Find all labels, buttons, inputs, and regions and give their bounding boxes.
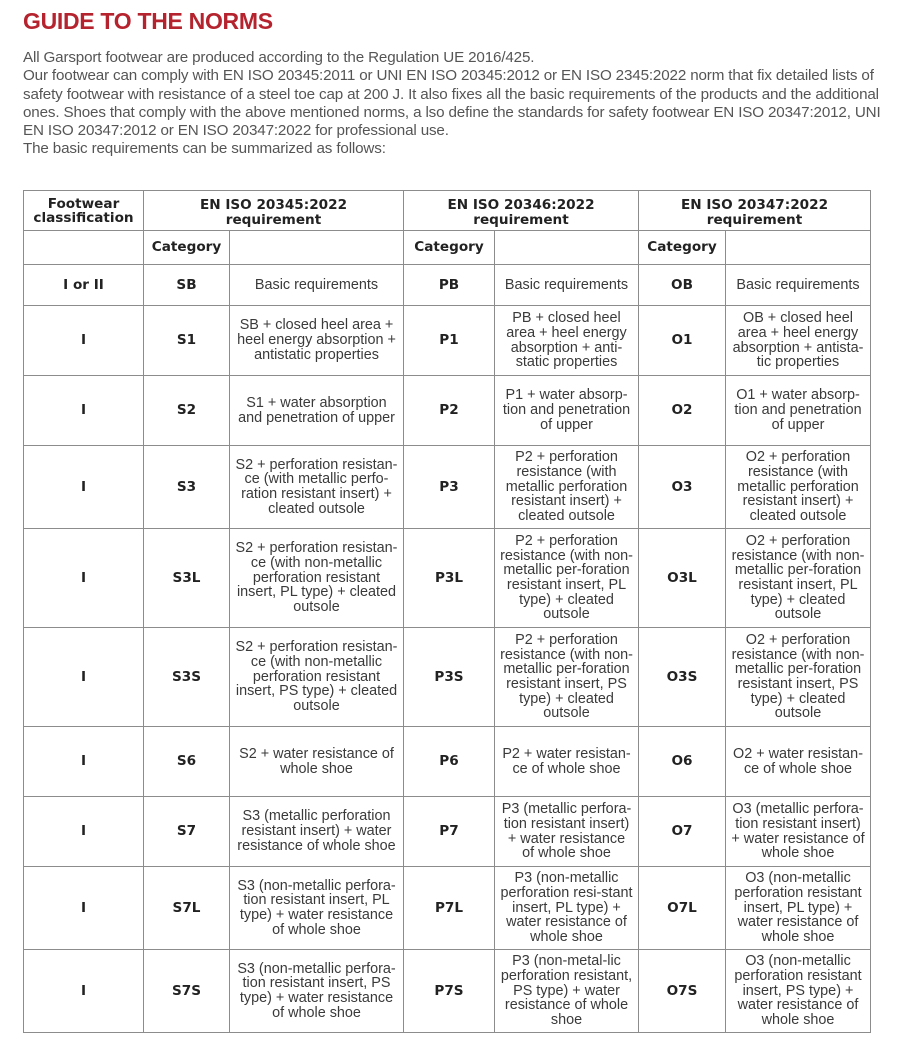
category-p-cell: P3L (404, 529, 495, 628)
requirement-p-cell: P2 + water resistan-ce of whole shoe (495, 727, 639, 797)
category-o-cell: OB (639, 265, 726, 306)
category-o-cell: O7L (639, 867, 726, 950)
category-o-cell: O7S (639, 950, 726, 1033)
page-title: GUIDE TO THE NORMS (23, 8, 273, 34)
category-s-cell: S7S (144, 950, 230, 1033)
classification-cell: I (24, 950, 144, 1033)
table-row (24, 529, 871, 628)
subheader-empty (495, 231, 639, 265)
intro-paragraph: Our footwear can comply with EN ISO 20345:2011 or UNI EN ISO 20345:2012 or EN ISO 2345:2022 norm that fix detailed lists of safety footwear with resistance of a steel toe cap at 200 J. It also fixes all the basic requirements of the products and the additional ones. Shoes that comply with the above mentioned norms, a lso define the standards for safety footwear EN ISO 20347:2012, UNI EN ISO 20347:2012 or EN ISO 20347:2022 for professional use. (23, 67, 881, 140)
classification-cell: I (24, 628, 144, 727)
requirement-p-cell: P1 + water absorp-tion and penetration of upper (495, 376, 639, 446)
requirement-p-cell: P2 + perforation resistance (with non-metallic per-foration resistant insert, PL type) + cleated outsole (495, 529, 639, 628)
category-p-cell: P1 (404, 306, 495, 376)
category-s-cell: S3L (144, 529, 230, 628)
table-row (24, 628, 871, 727)
category-o-cell: O1 (639, 306, 726, 376)
category-p-cell: P7L (404, 867, 495, 950)
requirement-s-cell: Basic requirements (230, 265, 404, 306)
requirement-s-cell: S2 + water resistance of whole shoe (230, 727, 404, 797)
requirement-o-cell: Basic requirements (726, 265, 871, 306)
category-o-cell: O3L (639, 529, 726, 628)
requirement-s-cell: S3 (non-metallic perfora-tion resistant insert, PS type) + water resistance of whole shoe (230, 950, 404, 1033)
requirement-s-cell: S2 + perforation resistan-ce (with non-metallic perforation resistant insert, PS type) + cleated outsole (230, 628, 404, 727)
category-o-cell: O7 (639, 797, 726, 867)
subheader-empty (24, 231, 144, 265)
classification-cell: I (24, 797, 144, 867)
classification-cell: I (24, 867, 144, 950)
category-s-cell: S3S (144, 628, 230, 727)
intro-text (23, 49, 883, 159)
requirement-s-cell: S3 (metallic perforation resistant insert) + water resistance of whole shoe (230, 797, 404, 867)
requirement-s-cell: SB + closed heel area + heel energy absorption + antistatic properties (230, 306, 404, 376)
requirement-o-cell: O2 + perforation resistance (with non-metallic per-foration resistant insert, PS type) + cleated outsole (726, 628, 871, 727)
header-footwear-classification: Footwear classification (24, 191, 144, 231)
intro-paragraph: All Garsport footwear are produced according to the Regulation UE 2016/425. (23, 49, 535, 66)
norms-table (23, 190, 871, 1033)
requirement-p-cell: P3 (non-metal-lic perforation resistant, PS type) + water resistance of whole shoe (495, 950, 639, 1033)
requirement-o-cell: O2 + water resistan-ce of whole shoe (726, 727, 871, 797)
category-o-cell: O6 (639, 727, 726, 797)
requirement-p-cell: Basic requirements (495, 265, 639, 306)
table-row (24, 797, 871, 867)
header-en-iso-20345: EN ISO 20345:2022 requirement (144, 191, 404, 231)
category-o-cell: O3 (639, 446, 726, 529)
category-o-cell: O2 (639, 376, 726, 446)
requirement-o-cell: O3 (non-metallic perforation resistant insert, PL type) + water resistance of whole shoe (726, 867, 871, 950)
subheader-category-s: Category (144, 231, 230, 265)
classification-cell: I (24, 446, 144, 529)
subheader-category-o: Category (639, 231, 726, 265)
classification-cell: I or II (24, 265, 144, 306)
category-o-cell: O3S (639, 628, 726, 727)
category-s-cell: S3 (144, 446, 230, 529)
requirement-s-cell: S2 + perforation resistan-ce (with metallic perfo-ration resistant insert) + cleated outsole (230, 446, 404, 529)
requirement-o-cell: OB + closed heel area + heel energy absorption + antista-tic properties (726, 306, 871, 376)
classification-cell: I (24, 727, 144, 797)
requirement-p-cell: PB + closed heel area + heel energy absorption + anti-static properties (495, 306, 639, 376)
table-row (24, 376, 871, 446)
table-row (24, 265, 871, 306)
category-p-cell: P6 (404, 727, 495, 797)
category-s-cell: SB (144, 265, 230, 306)
category-p-cell: PB (404, 265, 495, 306)
requirement-o-cell: O3 (non-metallic perforation resistant insert, PS type) + water resistance of whole shoe (726, 950, 871, 1033)
requirement-o-cell: O3 (metallic perfora-tion resistant insert) + water resistance of whole shoe (726, 797, 871, 867)
requirement-p-cell: P2 + perforation resistance (with non-metallic per-foration resistant insert, PS type) + cleated outsole (495, 628, 639, 727)
subheader-empty (230, 231, 404, 265)
category-p-cell: P7 (404, 797, 495, 867)
table-row (24, 867, 871, 950)
table-row (24, 446, 871, 529)
header-row (24, 191, 871, 231)
requirement-p-cell: P2 + perforation resistance (with metallic perforation resistant insert) + cleated outsole (495, 446, 639, 529)
category-p-cell: P2 (404, 376, 495, 446)
requirement-s-cell: S1 + water absorption and penetration of upper (230, 376, 404, 446)
category-s-cell: S1 (144, 306, 230, 376)
category-p-cell: P3 (404, 446, 495, 529)
classification-cell: I (24, 306, 144, 376)
subheader-category-p: Category (404, 231, 495, 265)
header-en-iso-20346: EN ISO 20346:2022 requirement (404, 191, 639, 231)
category-s-cell: S6 (144, 727, 230, 797)
intro-paragraph: The basic requirements can be summarized as follows: (23, 140, 386, 158)
requirement-o-cell: O1 + water absorp-tion and penetration of upper (726, 376, 871, 446)
table-row (24, 727, 871, 797)
requirement-p-cell: P3 (metallic perfora-tion resistant insert) + water resistance of whole shoe (495, 797, 639, 867)
requirement-p-cell: P3 (non-metallic perforation resi-stant insert, PL type) + water resistance of whole shoe (495, 867, 639, 950)
category-p-cell: P3S (404, 628, 495, 727)
requirement-o-cell: O2 + perforation resistance (with non-metallic per-foration resistant insert, PL type) + cleated outsole (726, 529, 871, 628)
header-en-iso-20347: EN ISO 20347:2022 requirement (639, 191, 871, 231)
requirement-o-cell: O2 + perforation resistance (with metallic perforation resistant insert) + cleated outsole (726, 446, 871, 529)
subheader-row (24, 231, 871, 265)
category-s-cell: S2 (144, 376, 230, 446)
classification-cell: I (24, 529, 144, 628)
category-p-cell: P7S (404, 950, 495, 1033)
requirement-s-cell: S3 (non-metallic perfora-tion resistant insert, PL type) + water resistance of whole shoe (230, 867, 404, 950)
category-s-cell: S7L (144, 867, 230, 950)
requirement-s-cell: S2 + perforation resistan-ce (with non-metallic perforation resistant insert, PL type) + cleated outsole (230, 529, 404, 628)
subheader-empty (726, 231, 871, 265)
table-row (24, 306, 871, 376)
classification-cell: I (24, 376, 144, 446)
table-row (24, 950, 871, 1033)
category-s-cell: S7 (144, 797, 230, 867)
